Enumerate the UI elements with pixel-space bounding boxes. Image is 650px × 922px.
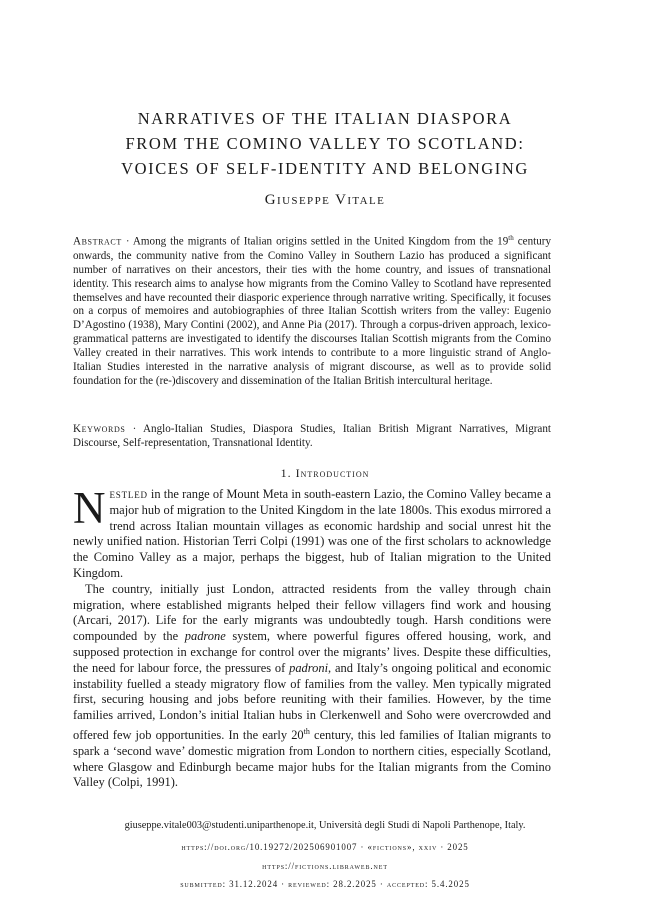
footer-doi-line: https://doi.org/10.19272/202506901007 · «fictions», xxiv · 2025 <box>181 842 469 852</box>
paragraph-2-part-d: century, this led families of Italian migrants to spark a ‘second wave’ domestic migration from London to northern cities, especially Scotland, where Glasgow and Edinburgh became major hubs for the Italian migrants from the Comino Valley (Colpi, 1991). <box>73 728 552 790</box>
body-text <box>73 483 552 791</box>
title-line-2: FROM THE COMINO VALLEY TO SCOTLAND: <box>125 134 525 153</box>
article-title <box>60 106 590 181</box>
author-name: Giuseppe Vitale <box>264 192 386 208</box>
footer-dates-line: submitted: 31.12.2024 · reviewed: 28.2.2025 · accepted: 5.4.2025 <box>180 879 470 889</box>
footer-site-line: https://fictions.libraweb.net <box>262 861 388 871</box>
abstract <box>73 232 551 389</box>
abstract-text-2: century onwards, the community native from the Comino Valley in Southern Lazio has produced a significant number of narratives on their ancestors, their ties with the home country, and issues of transnational identity. This research aims to analyse how migrants from the Comino Valley to Scotland have represented themselves and have recounted their diasporic experience through narrative writing. Specifically, it focuses on a corpus of memoires and autobiographies of three Italian Scottish writers from the valley: Eugenio D’Agostino (1938), Mary Contini (2002), and Anne Pia (2017). Through a corpus-driven approach, lexico-grammatical patterns are investigated to identify the discourses Italian Scottish migrants from the Comino Valley created in their narratives. This work intends to contribute to a more linguistic strand of Anglo-Italian Studies interested in the narrative analysis of migrant discourse, as well as to provide solid foundation for the (re-)discovery and dissemination of the Italian British intercultural heritage. <box>73 235 551 388</box>
drop-cap: N <box>73 483 106 533</box>
abstract-label: Abstract <box>73 235 122 248</box>
paragraph-2-part-a: The country, initially just London, attracted residents from the valley through chain migration, where established migrants helped their fellow villagers find work and housing (Arcari, 2017). Life for the early migrants was undoubtedly tough. Harsh conditions were compounded by the <box>73 581 551 644</box>
paragraph-1 <box>73 483 551 582</box>
title-line-3: VOICES OF SELF-IDENTITY AND BELONGING <box>121 159 529 178</box>
paragraph-1-text: in the range of Mount Meta in south-eastern Lazio, the Comino Valley became a major hub of migration to the United Kingdom in the late 1800s. This exodus mirrored a trend across Italian mountain villages as economic hardship and social unrest hit the newly unified nation. Historian Terri Colpi (1991) was one of the first scholars to acknowledge the Comino Valley as a major, perhaps the biggest, hub of Italian migration to the United Kingdom. <box>73 487 551 580</box>
lead-word: estled <box>109 487 148 501</box>
title-line-1: NARRATIVES OF THE ITALIAN DIASPORA <box>137 109 513 128</box>
keywords-separator: · <box>125 423 144 435</box>
paragraph-2-part-b: system, where powerful figures offered housing, work, and supposed protection in exchange for control over the migrants’ lives. Despite these difficulties, the need for labour force, the pressures of <box>73 629 551 675</box>
keywords <box>73 423 551 451</box>
section-title: Introduction <box>295 466 370 480</box>
paragraph-2 <box>73 582 551 792</box>
keywords-label: Keywords <box>73 423 126 435</box>
abstract-text-1: Among the migrants of Italian origins settled in the United Kingdom from the 19 <box>132 235 509 248</box>
author-footnote: giuseppe.vitale003@studenti.uniparthenope.it, Università degli Studi di Napoli Parthenope, Italy. <box>124 820 526 831</box>
abstract-separator: · <box>121 235 133 248</box>
padroni-term: padroni <box>289 660 329 675</box>
paragraph-2-part-c: , and Italy’s ongoing political and economic instability fuelled a steady migratory flow of families from the valley. Men typically migrated first, securing housing and jobs before reuniting with their families. However, by the time families arrived, London’s initial Italian hubs in Clerkenwell and Soho were overcrowded and offered few job opportunities. In the early 20 <box>73 660 551 743</box>
section-number: 1. <box>280 466 292 480</box>
padrone-term: padrone <box>184 629 226 644</box>
abstract-superscript: th <box>508 234 514 242</box>
paragraph-2-superscript: th <box>303 726 310 736</box>
keywords-text: Anglo-Italian Studies, Diaspora Studies, Italian British Migrant Narratives, Migrant Discourse, Self-representation, Transnational Identity. <box>73 423 551 449</box>
section-heading <box>0 466 650 481</box>
